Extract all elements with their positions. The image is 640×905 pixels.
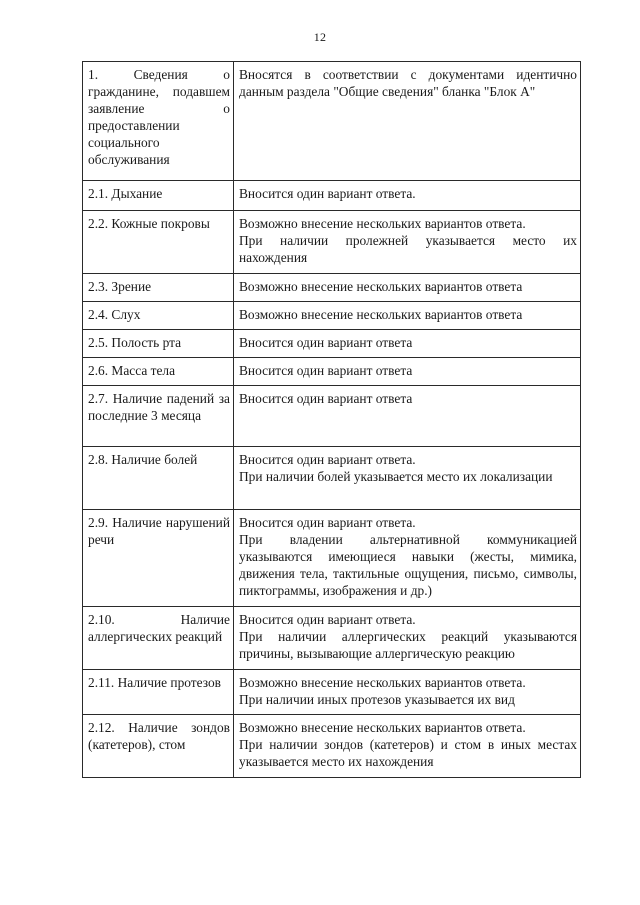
description-line: Возможно внесение нескольких вариантов ответа.	[239, 216, 526, 231]
row-label: 2.5. Полость рта	[83, 330, 234, 358]
description-line: Возможно внесение нескольких вариантов ответа	[239, 307, 523, 322]
row-label: 2.6. Масса тела	[83, 358, 234, 386]
row-description	[234, 181, 581, 211]
table-row	[83, 607, 581, 670]
description-line: Возможно внесение нескольких вариантов ответа.	[239, 675, 526, 690]
description-line: При наличии зондов (катетеров) и стом в иных местах указывается место их нахождения	[239, 737, 577, 769]
description-line: Возможно внесение нескольких вариантов ответа.	[239, 720, 526, 735]
row-description	[234, 715, 581, 778]
description-line: Вносится один вариант ответа.	[239, 186, 416, 201]
table-row	[83, 211, 581, 274]
row-description	[234, 62, 581, 181]
description-line: Вносится один вариант ответа.	[239, 452, 416, 467]
row-label: 2.12. Наличие зондов (катетеров), стом	[83, 715, 234, 778]
row-description	[234, 211, 581, 274]
row-label: 2.11. Наличие протезов	[83, 670, 234, 715]
description-line: При владении альтернативной коммуникацией указываются имеющиеся навыки (жесты, мимика, движения тела, тактильные ощущения, письмо, символы, пиктограммы, изображения и др.)	[239, 532, 577, 598]
table-row	[83, 670, 581, 715]
description-line: Вносится один вариант ответа.	[239, 612, 416, 627]
row-description	[234, 302, 581, 330]
row-label: 2.10. Наличие аллергических реакций	[83, 607, 234, 670]
row-description	[234, 447, 581, 510]
table-row	[83, 358, 581, 386]
description-line: Вносится один вариант ответа	[239, 335, 413, 350]
row-label: 2.3. Зрение	[83, 274, 234, 302]
description-line: При наличии пролежней указывается место их нахождения	[239, 233, 577, 265]
table-row	[83, 330, 581, 358]
description-line: При наличии аллергических реакций указываются причины, вызывающие аллергическую реакцию	[239, 629, 577, 661]
row-label: 2.2. Кожные покровы	[83, 211, 234, 274]
row-description	[234, 670, 581, 715]
row-label: 2.8. Наличие болей	[83, 447, 234, 510]
description-line: Вносится один вариант ответа.	[239, 515, 416, 530]
table-row	[83, 386, 581, 447]
row-description	[234, 274, 581, 302]
table-row	[83, 62, 581, 181]
row-label: 2.9. Наличие нарушений речи	[83, 510, 234, 607]
description-line: Вносятся в соответствии с документами идентично данным раздела "Общие сведения" бланка "Блок А"	[239, 67, 577, 99]
table-row	[83, 510, 581, 607]
table-row	[83, 447, 581, 510]
row-label: 2.4. Слух	[83, 302, 234, 330]
table-row	[83, 302, 581, 330]
table-row	[83, 274, 581, 302]
description-line: При наличии иных протезов указывается их вид	[239, 692, 515, 707]
page-number: 12	[313, 30, 327, 44]
row-label: 2.7. Наличие падений за последние 3 месяца	[83, 386, 234, 447]
instructions-table	[82, 61, 581, 778]
description-line: Вносится один вариант ответа	[239, 363, 413, 378]
table-row	[83, 181, 581, 211]
description-line: Возможно внесение нескольких вариантов ответа	[239, 279, 523, 294]
row-description	[234, 358, 581, 386]
table-row	[83, 715, 581, 778]
row-label: 2.1. Дыхание	[83, 181, 234, 211]
row-description	[234, 510, 581, 607]
description-line: При наличии болей указывается место их локализации	[239, 469, 553, 484]
row-label: 1. Сведения о гражданине, подавшем заявление о предоставлении социального обслуживания	[83, 62, 234, 181]
row-description	[234, 330, 581, 358]
description-line: Вносится один вариант ответа	[239, 391, 413, 406]
row-description	[234, 386, 581, 447]
row-description	[234, 607, 581, 670]
